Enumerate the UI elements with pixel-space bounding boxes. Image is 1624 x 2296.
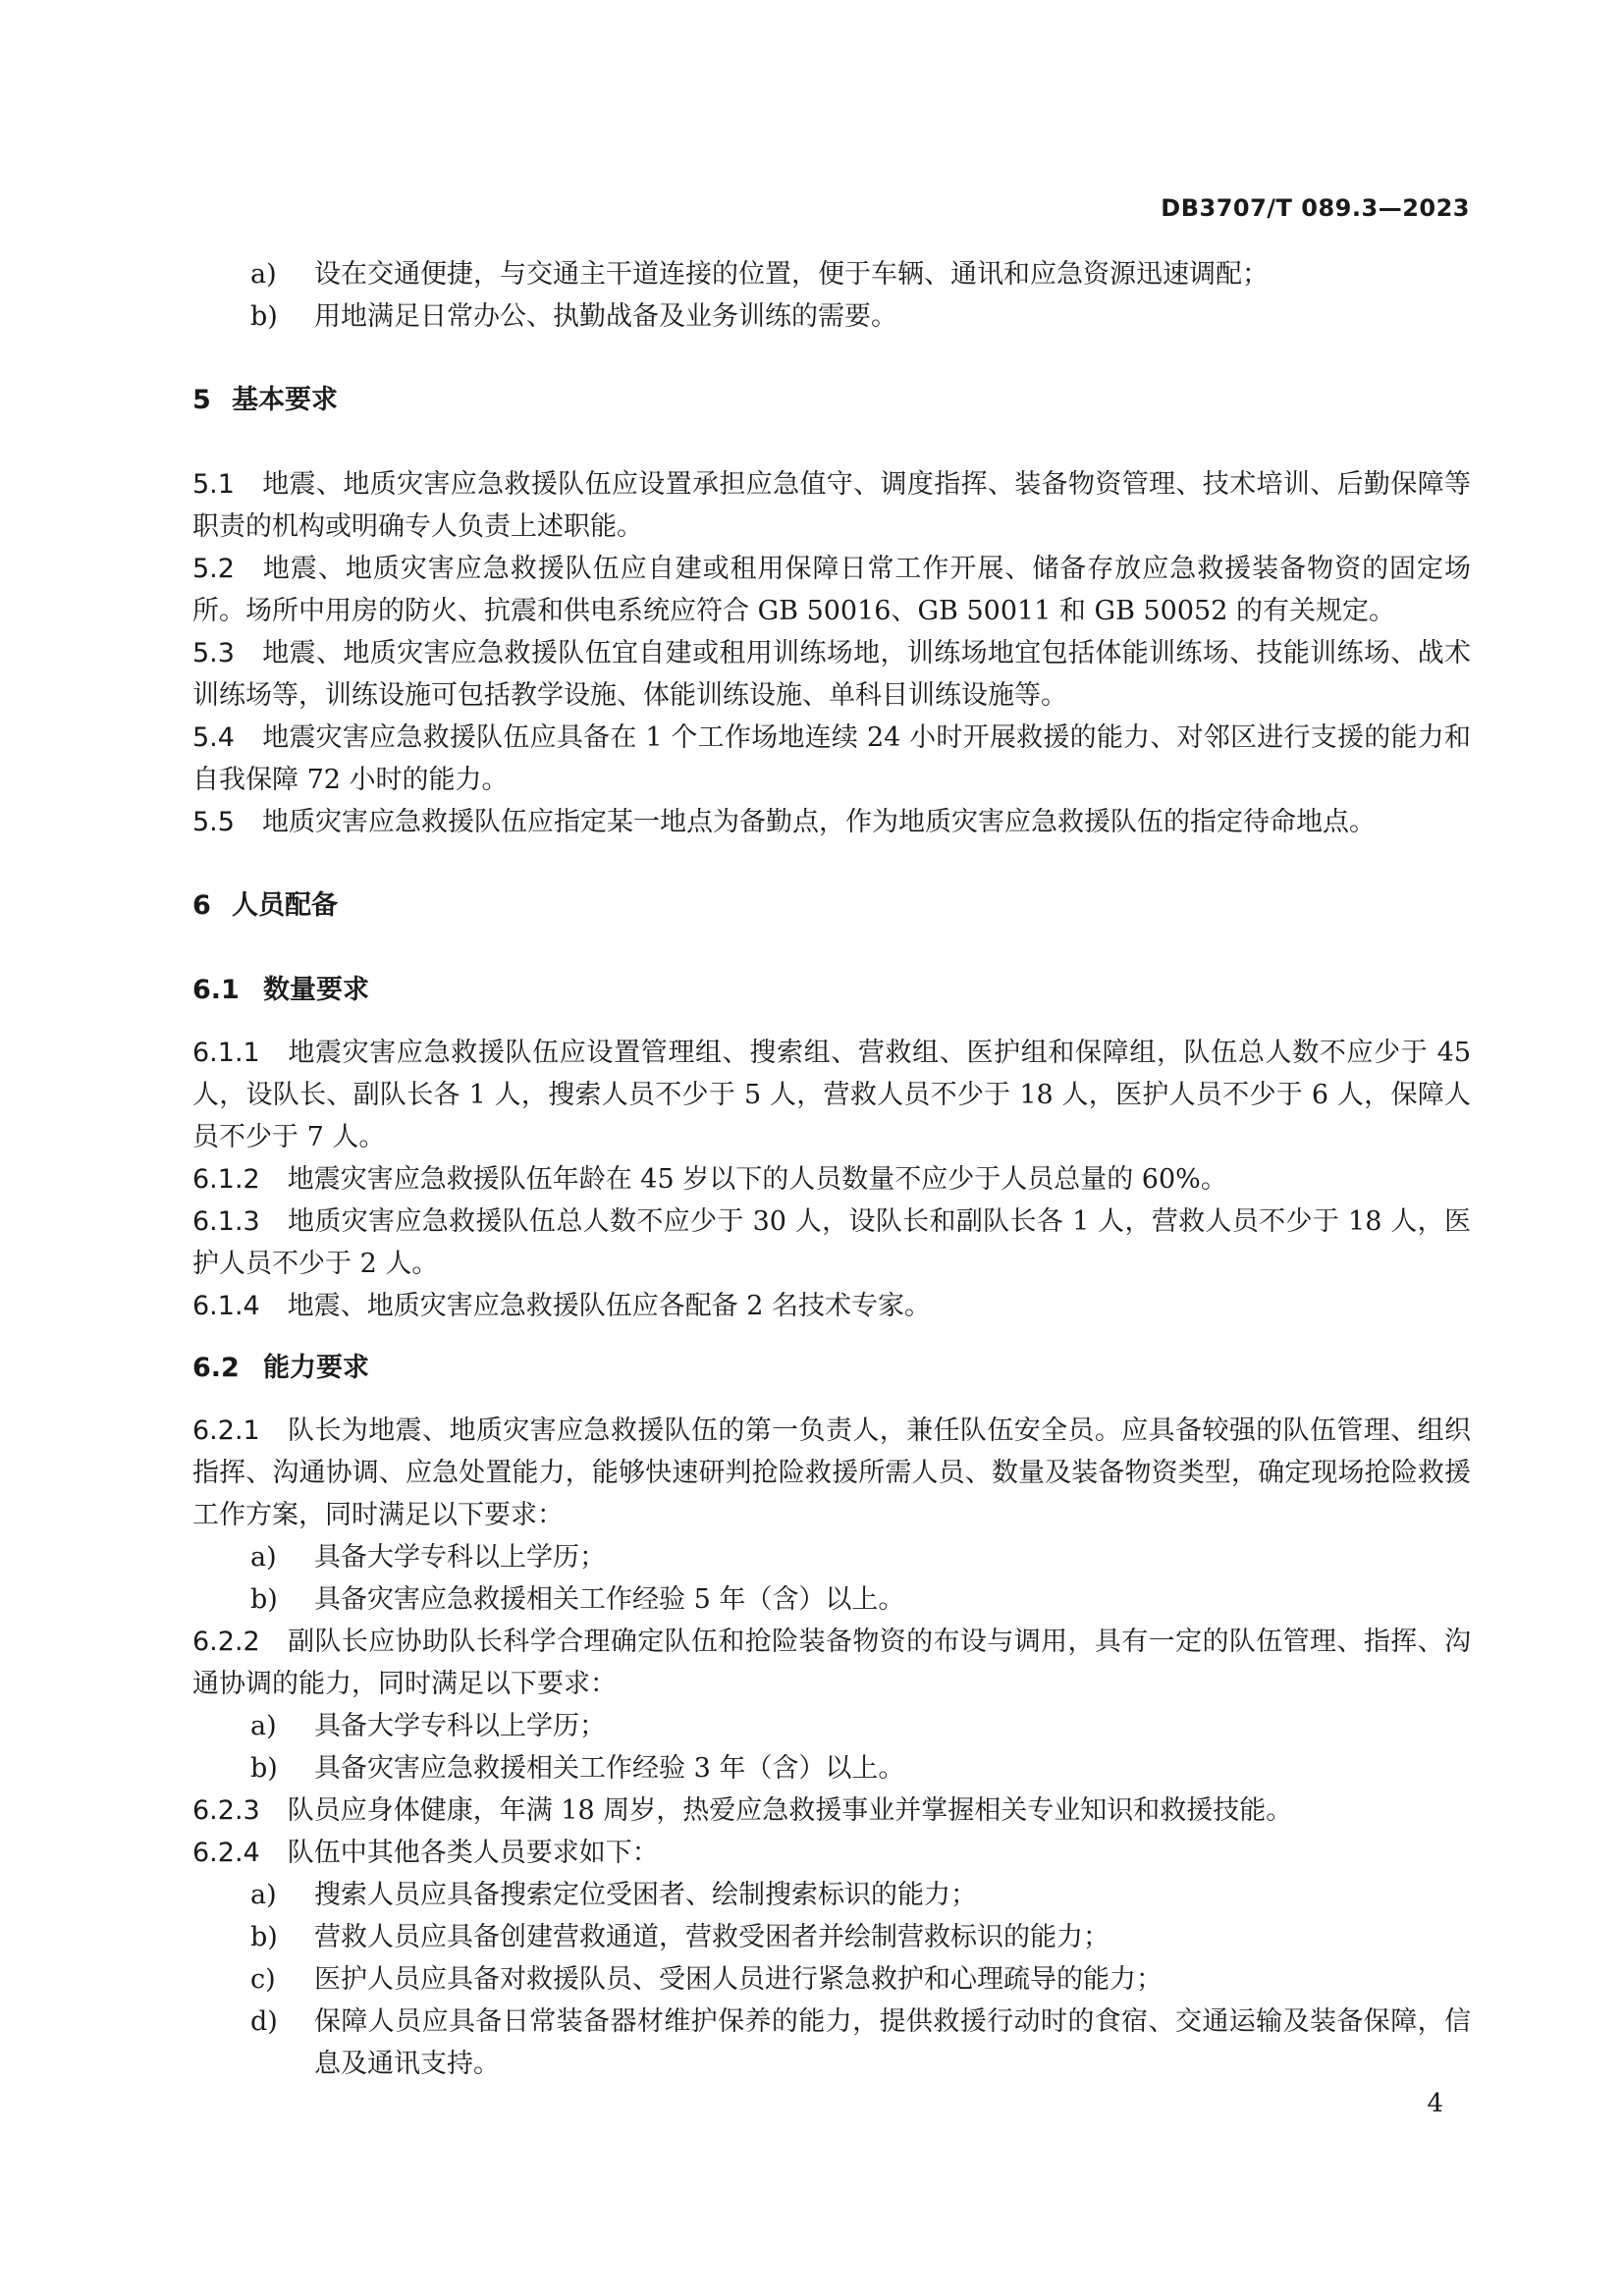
clause-number: 6.2.2 <box>192 1627 260 1657</box>
list-item-text: 具备灾害应急救援相关工作经验 5 年（含）以上。 <box>314 1584 905 1615</box>
list-item <box>192 1958 1471 2001</box>
clause-text: 队伍中其他各类人员要求如下： <box>287 1838 659 1868</box>
list-marker: a) <box>250 1711 277 1741</box>
document-code: DB3707/T 089.3—2023 <box>1161 194 1470 222</box>
list-item <box>192 1536 1471 1578</box>
list-item-text: 营救人员应具备创建营救通道，营救受困者并绘制营救标识的能力； <box>314 1922 1110 1952</box>
clause-number: 6.1.1 <box>192 1038 260 1068</box>
clause-6-2-4 <box>192 1832 1471 1874</box>
clause-6-2-3 <box>192 1789 1471 1832</box>
clause-number: 5.3 <box>192 638 235 668</box>
list-marker: d) <box>250 2006 278 2037</box>
list-marker: a) <box>250 259 277 290</box>
clause-number: 6.1.3 <box>192 1206 260 1237</box>
section-title: 人员配备 <box>232 890 338 921</box>
subsection-6-2-heading <box>192 1347 1471 1389</box>
clause-number: 5.1 <box>192 469 235 500</box>
list-item <box>192 2001 1471 2085</box>
section-6-heading <box>192 884 1471 927</box>
clause-6-1-3 <box>192 1201 1471 1285</box>
clause-5-1 <box>192 463 1471 548</box>
page-number: 4 <box>1427 2089 1443 2118</box>
list-item-text: 保障人员应具备日常装备器材维护保养的能力，提供救援行动时的食宿、交通运输及装备保障，信息及通讯支持。 <box>314 2006 1471 2079</box>
clause-text: 地震灾害应急救援队伍应具备在 1 个工作场地连续 24 小时开展救援的能力、对邻区进行支援的能力和自我保障 72 小时的能力。 <box>192 722 1471 795</box>
clause-text: 队员应身体健康，年满 18 周岁，热爱应急救援事业并掌握相关专业知识和救援技能。 <box>287 1795 1293 1826</box>
document-body <box>192 253 1471 2085</box>
list-marker: a) <box>250 1880 277 1910</box>
clause-text: 地震、地质灾害应急救援队伍宜自建或租用训练场地，训练场地宜包括体能训练场、技能训练场、战术训练场等，训练设施可包括教学设施、体能训练设施、单科目训练设施等。 <box>192 638 1471 711</box>
list-item-text: 用地满足日常办公、执勤战备及业务训练的需要。 <box>314 301 897 332</box>
clause-6-1-1 <box>192 1032 1471 1158</box>
list-item-text: 医护人员应具备对救援队员、受困人员进行紧急救护和心理疏导的能力； <box>314 1964 1163 1995</box>
clause-number: 6.1.2 <box>192 1164 260 1195</box>
list-item-text: 搜索人员应具备搜索定位受困者、绘制搜索标识的能力； <box>314 1880 977 1910</box>
clause-5-5 <box>192 801 1471 843</box>
section-number: 5 <box>192 385 211 415</box>
clause-text: 地震、地质灾害应急救援队伍应自建或租用保障日常工作开展、储备存放应急救援装备物资的固定场所。场所中用房的防火、抗震和供电系统应符合 GB 50016、GB 50011 和 GB 50052 的有关规定。 <box>192 554 1471 626</box>
section-number: 6 <box>192 890 211 921</box>
clause-number: 5.2 <box>192 554 235 584</box>
clause-text: 地质灾害应急救援队伍应指定某一地点为备勤点，作为地质灾害应急救援队伍的指定待命地点。 <box>261 807 1376 837</box>
subsection-number: 6.2 <box>192 1353 240 1383</box>
list-marker: b) <box>250 1922 278 1952</box>
clause-number: 6.1.4 <box>192 1291 260 1321</box>
list-item <box>192 1705 1471 1747</box>
list-item-text: 具备大学专科以上学历； <box>314 1542 606 1573</box>
clause-number: 6.2.1 <box>192 1415 260 1446</box>
clause-number: 6.2.3 <box>192 1795 260 1826</box>
clause-text: 地震灾害应急救援队伍年龄在 45 岁以下的人员数量不应少于人员总量的 60%。 <box>287 1164 1227 1195</box>
clause-6-2-2 <box>192 1621 1471 1705</box>
list-item <box>192 1578 1471 1621</box>
clause-text: 队长为地震、地质灾害应急救援队伍的第一负责人，兼任队伍安全员。应具备较强的队伍管理、组织指挥、沟通协调、应急处置能力，能够快速研判抢险救援所需人员、数量及装备物资类型，确定现场抢险救援工作方案，同时满足以下要求： <box>192 1415 1471 1530</box>
clause-6-2-1 <box>192 1410 1471 1536</box>
list-item <box>192 1874 1471 1916</box>
list-marker: a) <box>250 1542 277 1573</box>
list-item <box>192 1747 1471 1789</box>
list-marker: b) <box>250 301 278 332</box>
section-5-heading <box>192 379 1471 421</box>
list-item <box>192 253 1471 295</box>
list-marker: c) <box>250 1964 276 1995</box>
clause-number: 5.5 <box>192 807 235 837</box>
list-marker: b) <box>250 1753 278 1784</box>
list-item-text: 设在交通便捷，与交通主干道连接的位置，便于车辆、通讯和应急资源迅速调配； <box>314 259 1269 290</box>
clause-6-1-2 <box>192 1158 1471 1201</box>
list-item-text: 具备灾害应急救援相关工作经验 3 年（含）以上。 <box>314 1753 905 1784</box>
subsection-number: 6.1 <box>192 975 240 1005</box>
list-item-text: 具备大学专科以上学历； <box>314 1711 606 1741</box>
clause-number: 5.4 <box>192 722 235 753</box>
section-title: 基本要求 <box>232 385 338 415</box>
list-marker: b) <box>250 1584 278 1615</box>
clause-number: 6.2.4 <box>192 1838 260 1868</box>
clause-5-2 <box>192 548 1471 632</box>
list-item <box>192 295 1471 338</box>
clause-text: 地震、地质灾害应急救援队伍应设置承担应急值守、调度指挥、装备物资管理、技术培训、后勤保障等职责的机构或明确专人负责上述职能。 <box>192 469 1471 542</box>
subsection-6-1-heading <box>192 969 1471 1011</box>
clause-text: 地质灾害应急救援队伍总人数不应少于 30 人，设队长和副队长各 1 人，营救人员不少于 18 人，医护人员不少于 2 人。 <box>192 1206 1471 1279</box>
clause-text: 副队长应协助队长科学合理确定队伍和抢险装备物资的布设与调用，具有一定的队伍管理、指挥、沟通协调的能力，同时满足以下要求： <box>192 1627 1471 1699</box>
list-item <box>192 1916 1471 1958</box>
subsection-title: 能力要求 <box>263 1353 369 1383</box>
subsection-title: 数量要求 <box>263 975 369 1005</box>
clause-5-4 <box>192 717 1471 801</box>
clause-text: 地震、地质灾害应急救援队伍应各配备 2 名技术专家。 <box>287 1291 932 1321</box>
clause-text: 地震灾害应急救援队伍应设置管理组、搜索组、营救组、医护组和保障组，队伍总人数不应少于 45 人，设队长、副队长各 1 人，搜索人员不少于 5 人，营救人员不少于 18 人，医护人员不少于 6 人，保障人员不少于 7 人。 <box>192 1038 1471 1152</box>
clause-5-3 <box>192 632 1471 717</box>
clause-6-1-4 <box>192 1285 1471 1327</box>
